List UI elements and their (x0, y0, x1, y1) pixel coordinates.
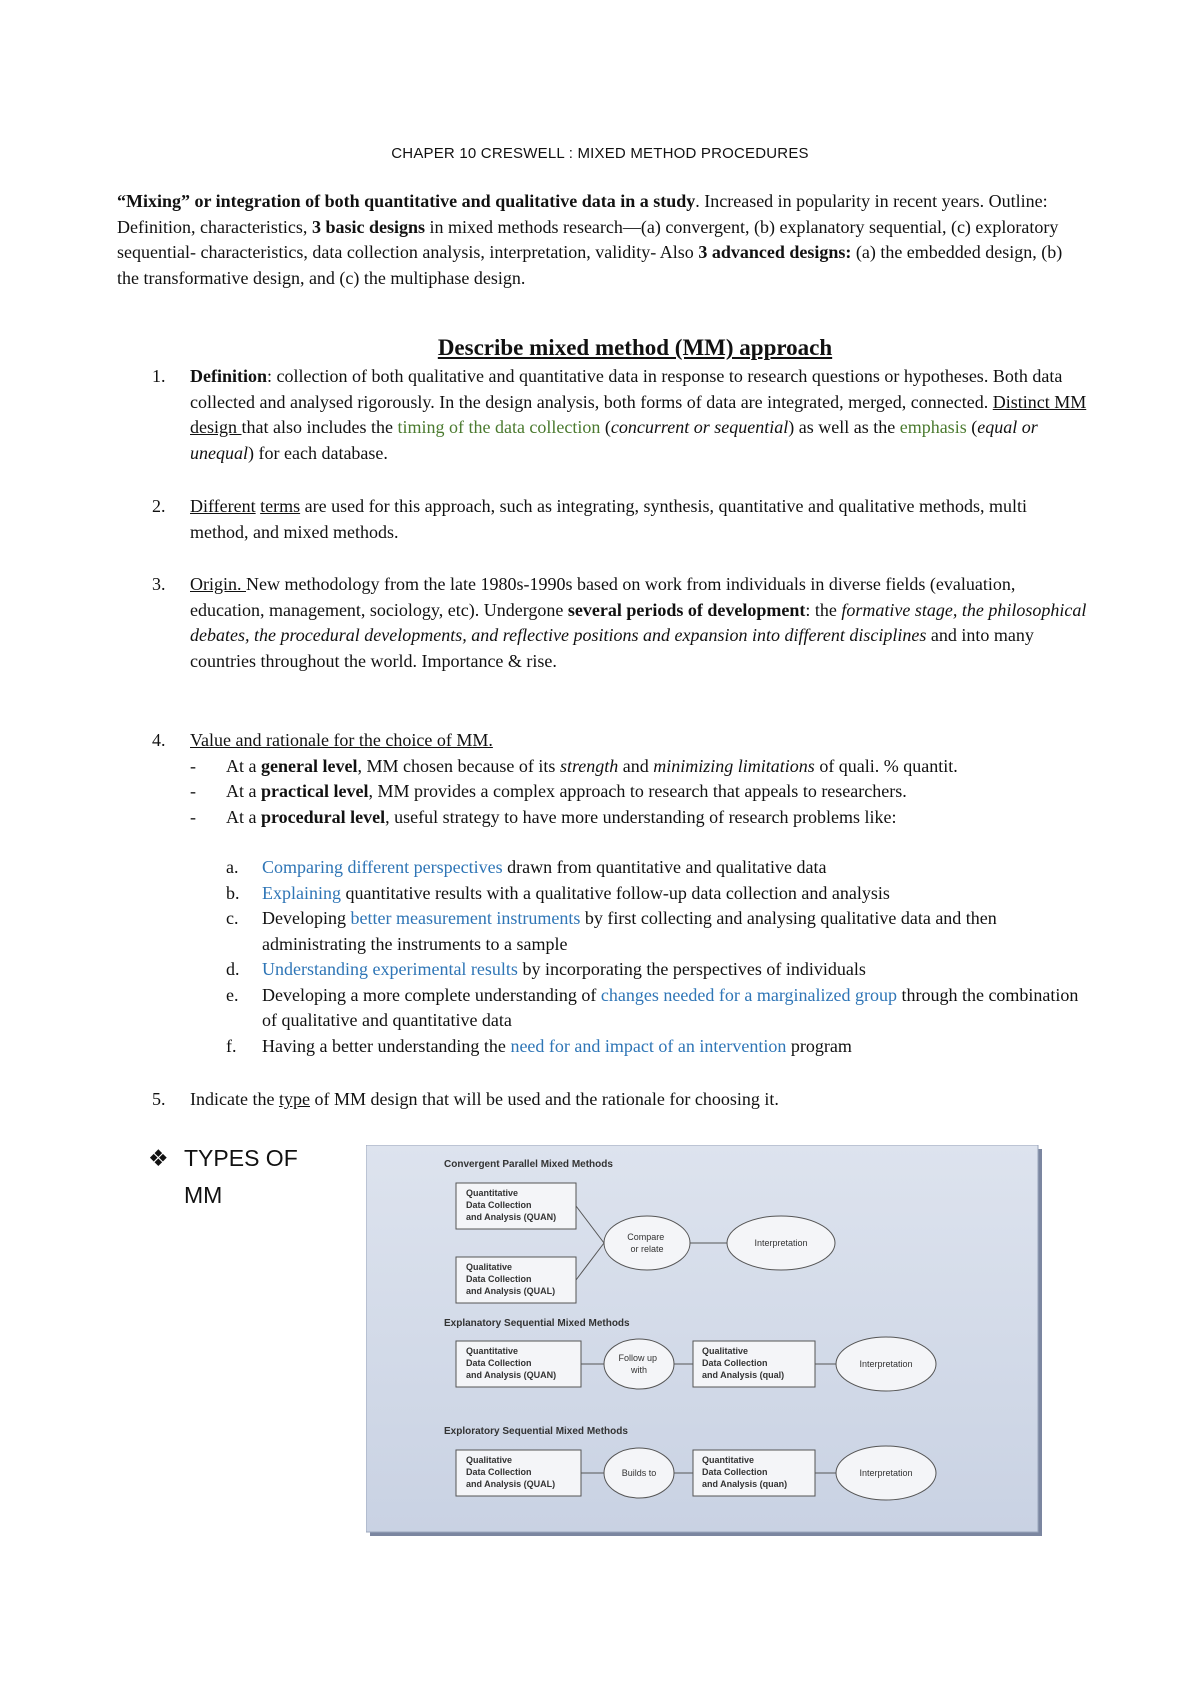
item5-text-1: Indicate the (190, 1089, 279, 1109)
intro-bold-lead: “Mixing” or integration of both quantitative and qualitative data in a study (117, 191, 696, 211)
dash2-text-a: At a (226, 781, 261, 801)
item1-green-1: timing of the data collection (397, 417, 601, 437)
dash1-italic-2: minimizing limitations (653, 755, 815, 776)
sub-d-highlight: Understanding experimental results (262, 959, 518, 979)
s3-quant-box-text: Quantitative Data Collection and Analysis (quan) (702, 1455, 788, 1489)
s3-buildsto-text: Builds to (621, 1468, 657, 1478)
list-number: 5. (152, 1089, 166, 1109)
sub-letter: f. (226, 1035, 237, 1056)
sub-f-text-1: Having a better understanding the (262, 1035, 511, 1056)
item5-underline: type (278, 1089, 310, 1109)
sub-letter: c. (226, 908, 239, 928)
sub-c-highlight: better measurement instruments (350, 908, 581, 928)
item1-italic-2: equal or unequal (190, 417, 1038, 463)
s3-qual-box-text: Qualitative Data Collection and Analysis (QUAL) (466, 1455, 556, 1489)
intro-bold-2: 3 basic designs (311, 216, 425, 237)
sub-f-text-2: program (786, 1035, 852, 1056)
sub-letter: d. (226, 959, 240, 979)
item2-underline-1: Different (190, 496, 256, 516)
s2-followup-text: Follow up with (618, 1353, 658, 1375)
dash3-bold: procedural level (261, 806, 386, 827)
list-item-5 (152, 1087, 1087, 1113)
chapter-title: CHAPER 10 CRESWELL : MIXED METHOD PROCEDURES (391, 145, 809, 162)
s1-interpretation-text: Interpretation (754, 1238, 808, 1248)
sub-e-text-1: Developing a more complete understanding of (262, 984, 601, 1005)
sub-letter: a. (226, 857, 239, 877)
list-number: 2. (152, 496, 166, 516)
item3-bold: several periods of development (567, 599, 806, 620)
sub-b-text: quantitative results with a qualitative follow-up data collection and analysis (341, 882, 890, 903)
list-number: 3. (152, 574, 166, 594)
intro-text-3: (a) the embedded design, (b) the transformative design, and (c) the multiphase design. (117, 242, 1063, 288)
s2-qual-box-text: Qualitative Data Collection and Analysis (qual) (702, 1346, 785, 1380)
dash-item-practical (152, 779, 1087, 805)
item2-text: are used for this approach, such as integrating, synthesis, quantitative and qualitative methods, multi method, and mixed methods. (190, 496, 1027, 542)
list-item-3 (152, 572, 1087, 674)
sub-letter: b. (226, 882, 240, 903)
item1-text-6: ) for each database. (248, 442, 388, 463)
item1-underline: Distinct MM design (190, 391, 1087, 437)
types-line-2: MM (184, 1182, 223, 1208)
s1-quant-box-text: Quantitative Data Collection and Analysis (QUAN) (466, 1188, 557, 1222)
dash1-bold: general level (261, 755, 358, 776)
intro-text-2: in mixed methods research—(a) convergent, (b) explanatory sequential, (c) exploratory sequential- characteristics, data collection analysis, interpretation, validity- Also (117, 216, 1059, 262)
sub-item-b (152, 881, 1087, 907)
intro-text-1: . Increased in popularity in recent years. Outline: Definition, characteristics, (117, 191, 1048, 237)
s2-quant-box-text: Quantitative Data Collection and Analysis (QUAN) (466, 1346, 557, 1380)
explanatory-title: Explanatory Sequential Mixed Methods (444, 1318, 630, 1329)
convergent-title: Convergent Parallel Mixed Methods (444, 1159, 613, 1170)
sub-item-e (152, 983, 1087, 1034)
list-item-1 (152, 364, 1087, 466)
item1-text-1: : collection of both qualitative and quantitative data in response to research questions or hypotheses. Both data collected and analysed rigorously. In the design analysis, both forms of data are integrated, merged, connected. (190, 366, 1063, 412)
exploratory-title: Exploratory Sequential Mixed Methods (444, 1426, 628, 1437)
item5-text-2: of MM design that will be used and the rationale for choosing it. (309, 1089, 779, 1109)
s1-compare-text: Compare or relate (627, 1232, 665, 1254)
sub-a-highlight: Comparing different perspectives (262, 857, 503, 877)
intro-bold-3: 3 advanced designs: (698, 242, 852, 262)
sub-e-text-2: through the combination of qualitative and quantitative data (262, 984, 1079, 1030)
item3-text-2: : the (805, 599, 842, 620)
sub-letter: e. (226, 984, 239, 1005)
item1-italic-1: concurrent or sequential (610, 417, 789, 437)
sub-item-f (152, 1034, 1087, 1060)
sub-b-highlight: Explaining (262, 882, 341, 903)
sub-e-highlight: changes needed for a marginalized group (600, 984, 897, 1005)
mixed-methods-designs-diagram (366, 1145, 1046, 1540)
dash-marker: - (190, 806, 196, 827)
s1-compare-ellipse (604, 1216, 690, 1270)
sub-item-c (152, 906, 1087, 957)
sub-a-text: drawn from quantitative and qualitative data (502, 857, 827, 877)
diamond-bullet-icon: ❖ (148, 1145, 169, 1171)
types-line-1: TYPES OF (184, 1145, 298, 1171)
list-number: 1. (152, 366, 166, 386)
list-item-4 (152, 728, 1087, 1059)
sub-f-highlight: need for and impact of an intervention (510, 1035, 787, 1056)
dash2-bold: practical level (261, 781, 369, 801)
item3-text-3: and into many countries throughout the world. Importance & rise. (190, 625, 1034, 671)
list-number: 4. (152, 730, 166, 750)
item1-text-5: ( (966, 417, 978, 437)
item3-text-1: New methodology from the late 1980s-1990s based on work from individuals in diverse fields (evaluation, education, management, sociology, etc). Undergone (190, 574, 1016, 620)
dash3-text-a: At a (226, 806, 261, 827)
item2-underline-2: terms (260, 496, 301, 516)
dash-marker: - (190, 781, 196, 801)
sub-c-text-2: by first collecting and analysing qualitative data and then administrating the instruments to a sample (262, 908, 997, 954)
item3-italic: formative stage, the philosophical debates, the procedural developments, and reflective positions and expansion into different disciplines (190, 599, 1087, 645)
sub-item-a (152, 855, 1087, 881)
item1-text-4: ) as well as the (788, 417, 900, 437)
dash1-text-c: , MM chosen because of its (357, 755, 560, 776)
dash3-text-c: , useful strategy to have more understanding of research problems like: (385, 806, 897, 827)
dash1-text-d: and (618, 755, 654, 776)
s2-followup-ellipse (604, 1339, 674, 1389)
item3-underline: Origin. (190, 574, 246, 594)
item1-text-2: that also includes the (241, 417, 398, 437)
item4-heading: Value and rationale for the choice of MM. (190, 730, 493, 750)
s1-qual-box-text: Qualitative Data Collection and Analysis (QUAL) (466, 1262, 556, 1296)
sub-d-text: by incorporating the perspectives of individuals (517, 959, 866, 979)
item1-text-3: ( (600, 417, 611, 437)
intro-paragraph (117, 189, 1082, 291)
sub-c-text-1: Developing (262, 908, 351, 928)
dash1-italic-1: strength (559, 755, 619, 776)
list-item-2 (152, 494, 1087, 545)
dash1-text-a: At a (226, 755, 261, 776)
s2-interpretation-text: Interpretation (859, 1359, 913, 1369)
dash-item-procedural (152, 805, 1087, 831)
dash1-text-e: of quali. % quantit. (814, 755, 958, 776)
dash2-text-c: , MM provides a complex approach to research that appeals to researchers. (368, 781, 907, 801)
item1-green-2: emphasis (899, 417, 967, 437)
types-of-mm-label (148, 1140, 298, 1214)
dash-item-general (152, 754, 1087, 780)
s3-interpretation-text: Interpretation (859, 1468, 913, 1478)
dash-marker: - (190, 755, 196, 776)
definition-label: Definition (190, 366, 268, 386)
section-heading: Describe mixed method (MM) approach (437, 335, 833, 360)
sub-item-d (152, 957, 1087, 983)
